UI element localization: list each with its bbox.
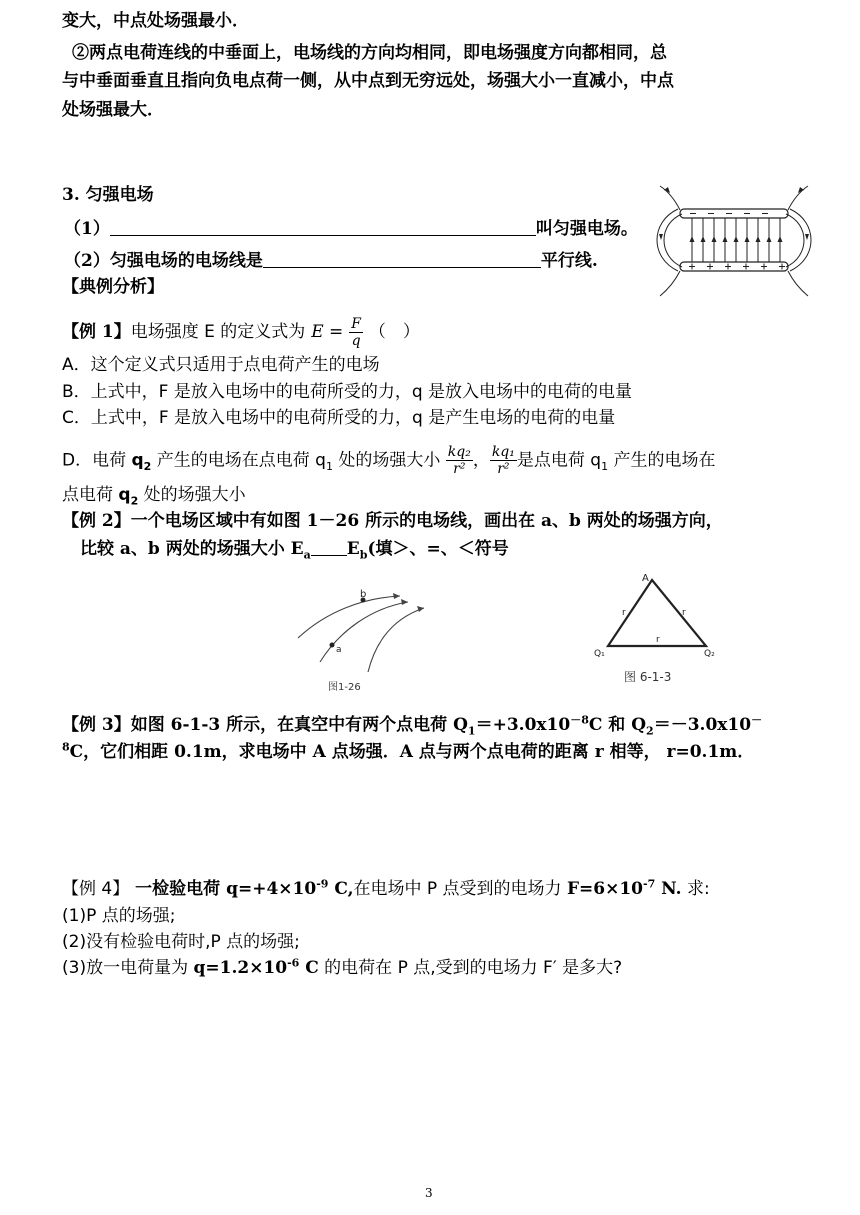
field-lines-figure bbox=[290, 586, 430, 698]
example-1-stem bbox=[62, 316, 420, 349]
optd-part-a: D．电荷 bbox=[62, 450, 132, 471]
figure-1-26-label: 图1-26 bbox=[328, 682, 361, 693]
uniform-field-diagram bbox=[656, 178, 812, 303]
frac2-num: kq₁ bbox=[491, 444, 515, 460]
example-2-line-2 bbox=[80, 538, 509, 560]
optd-line2-b: 处的场强大小 bbox=[138, 485, 246, 505]
example-3-line-2 bbox=[62, 741, 754, 763]
ex2-part-c: (填＞、=、＜符号 bbox=[367, 539, 509, 559]
ex3-part-b: ＝+3.0x10 bbox=[475, 715, 571, 735]
ex4-sup2: -7 bbox=[643, 877, 656, 891]
intro-line-3: 与中垂面垂直且指向负电点荷一侧，从中点到无穷远处，场强大小一直减小，中点 bbox=[62, 71, 674, 91]
frac2-den: r² bbox=[497, 461, 510, 477]
ex4-q3-part-a: (3)放一电荷量为 bbox=[62, 958, 194, 978]
formula-fraction bbox=[349, 316, 363, 349]
item2-blank[interactable] bbox=[263, 251, 541, 268]
formula-denominator: q bbox=[351, 333, 361, 349]
optd-sub3: 1 bbox=[601, 459, 609, 473]
ex4-q3-sup: -6 bbox=[287, 956, 300, 970]
option-a[interactable]: A．这个定义式只适用于点电荷产生的电场 bbox=[62, 355, 380, 375]
option-d[interactable] bbox=[62, 444, 715, 477]
ex4-q3-part-c: C bbox=[299, 958, 319, 978]
example-1-label: 【例 1】 bbox=[62, 322, 131, 342]
optd-line2-a: 点电荷 bbox=[62, 485, 119, 505]
option-b[interactable]: B．上式中，F 是放入电场中的电荷所受的力，q 是放入电场中的电荷的电量 bbox=[62, 382, 633, 402]
intro-line-4: 处场强最大． bbox=[62, 100, 164, 120]
item1-blank[interactable] bbox=[110, 219, 536, 236]
ex4-sup1: -9 bbox=[316, 877, 329, 891]
vertex-q2-label: Q₂ bbox=[704, 649, 715, 659]
intro-line-2: ②两点电荷连线的中垂面上，电场线的方向均相同，即电场强度方向都相同，总 bbox=[72, 43, 667, 63]
example-4-line-1 bbox=[62, 878, 710, 900]
vertex-q1-label: Q₁ bbox=[594, 649, 605, 659]
intro-line-1: 变大，中点处场强最小． bbox=[62, 11, 249, 31]
example-2-text: 一个电场区域中有如图 1－26 所示的电场线，画出在 a、b 两处的场强方向， bbox=[130, 511, 723, 531]
optd-q: q bbox=[131, 450, 144, 471]
item1-prefix: （1） bbox=[64, 219, 110, 239]
optd-line2-sub: 2 bbox=[130, 494, 139, 508]
option-d-continued bbox=[62, 484, 246, 506]
ex2-part-b: E bbox=[346, 539, 360, 559]
example-3-line-1 bbox=[62, 714, 762, 736]
point-a-dot bbox=[330, 643, 335, 648]
ex4-q3-part-b: q=1.2×10 bbox=[193, 958, 288, 978]
frac1-den: r² bbox=[453, 461, 466, 477]
optd-sub1: 1 bbox=[325, 459, 333, 473]
item2-prefix: （2）匀强电场的电场线是 bbox=[64, 251, 263, 271]
formula-numerator: F bbox=[351, 316, 361, 332]
ex3-part-c: C 和 Q bbox=[588, 715, 647, 735]
example-4-label: 【例 4】 bbox=[62, 879, 130, 899]
ex4-part-f: 求: bbox=[681, 879, 710, 899]
option-c[interactable]: C．上式中，F 是放入电场中的电荷所受的力，q 是产生电场的电荷的电量 bbox=[62, 408, 616, 428]
ex4-part-c: 在电场中 P 点受到的电场力 bbox=[353, 879, 567, 899]
optd-sub: 2 bbox=[143, 459, 152, 473]
example-2-line-1 bbox=[62, 510, 723, 532]
vertex-a-label: A bbox=[642, 573, 649, 584]
side-right-label: r bbox=[682, 608, 686, 618]
example-4-question-2: (2)没有检验电荷时,P 点的场强; bbox=[62, 932, 300, 952]
ex3-sup1: －8 bbox=[570, 713, 589, 727]
example-4-question-1: (1)P 点的场强; bbox=[62, 906, 176, 926]
ex3-sup2b: 8 bbox=[62, 740, 70, 754]
optd-part-d: 是点电荷 q bbox=[516, 450, 602, 471]
ex3-part-a: 如图 6-1-3 所示，在真空中有两个点电荷 Q bbox=[130, 715, 468, 735]
ex4-part-b: C, bbox=[328, 879, 354, 899]
formula-lhs: E = bbox=[311, 322, 344, 342]
optd-part-e: 产生的电场在 bbox=[608, 450, 716, 471]
ex2-part-a: 比较 a、b 两处的场强大小 E bbox=[80, 539, 304, 559]
optd-part-b: 产生的电场在点电荷 q bbox=[151, 450, 326, 471]
triangle-figure bbox=[590, 570, 730, 688]
ex2-sub-a: a bbox=[303, 548, 311, 562]
uniform-item-2 bbox=[64, 250, 598, 272]
side-base-label: r bbox=[656, 635, 660, 645]
uniform-item-1 bbox=[64, 218, 638, 240]
example-3-label: 【例 3】 bbox=[62, 715, 131, 735]
ex4-q3-part-d: 的电荷在 P 点,受到的电场力 F′ 是多大? bbox=[318, 958, 623, 978]
ex3-sub2: 2 bbox=[646, 724, 654, 738]
ex3-sub1: 1 bbox=[467, 724, 476, 738]
item2-suffix: 平行线. bbox=[540, 251, 598, 271]
optd-line2-q: q bbox=[118, 485, 131, 505]
point-a-label: a bbox=[336, 645, 342, 655]
compare-blank[interactable] bbox=[311, 539, 347, 556]
fraction-kq2-r2 bbox=[446, 444, 473, 477]
answer-paren[interactable]: （ ） bbox=[368, 322, 420, 342]
ex3-line2-text: C，它们相距 0.1m，求电场中 A 点场强．A 点与两个点电荷的距离 r 相等， r=0.1m． bbox=[69, 742, 755, 762]
ex3-part-d: ＝－3.0x10 bbox=[653, 715, 752, 735]
item1-suffix: 叫匀强电场。 bbox=[535, 219, 638, 239]
section-heading-uniform-field: 3. 匀强电场 bbox=[62, 185, 154, 205]
ex4-part-d: F=6×10 bbox=[566, 879, 644, 899]
side-left-label: r bbox=[622, 608, 626, 618]
figure-6-1-3-caption: 图 6-1-3 bbox=[624, 670, 672, 684]
optd-comma: ， bbox=[472, 450, 490, 471]
example-4-question-3 bbox=[62, 957, 622, 979]
ex2-sub-b: b bbox=[359, 548, 368, 562]
ex4-part-e: N. bbox=[655, 879, 682, 899]
example-2-label: 【例 2】 bbox=[62, 511, 131, 531]
frac1-num: kq₂ bbox=[447, 444, 471, 460]
page-number: 3 bbox=[425, 1186, 433, 1200]
optd-part-c: 处的场强大小 bbox=[332, 450, 441, 471]
ex4-part-a: 一检验电荷 q=+4×10 bbox=[129, 879, 317, 899]
point-b-label: b bbox=[360, 589, 367, 600]
ex3-sup2a: － bbox=[751, 713, 763, 727]
analysis-heading: 【典例分析】 bbox=[62, 277, 164, 297]
fraction-kq1-r2 bbox=[490, 444, 517, 477]
example-1-text: 电场强度 E 的定义式为 bbox=[130, 322, 306, 342]
